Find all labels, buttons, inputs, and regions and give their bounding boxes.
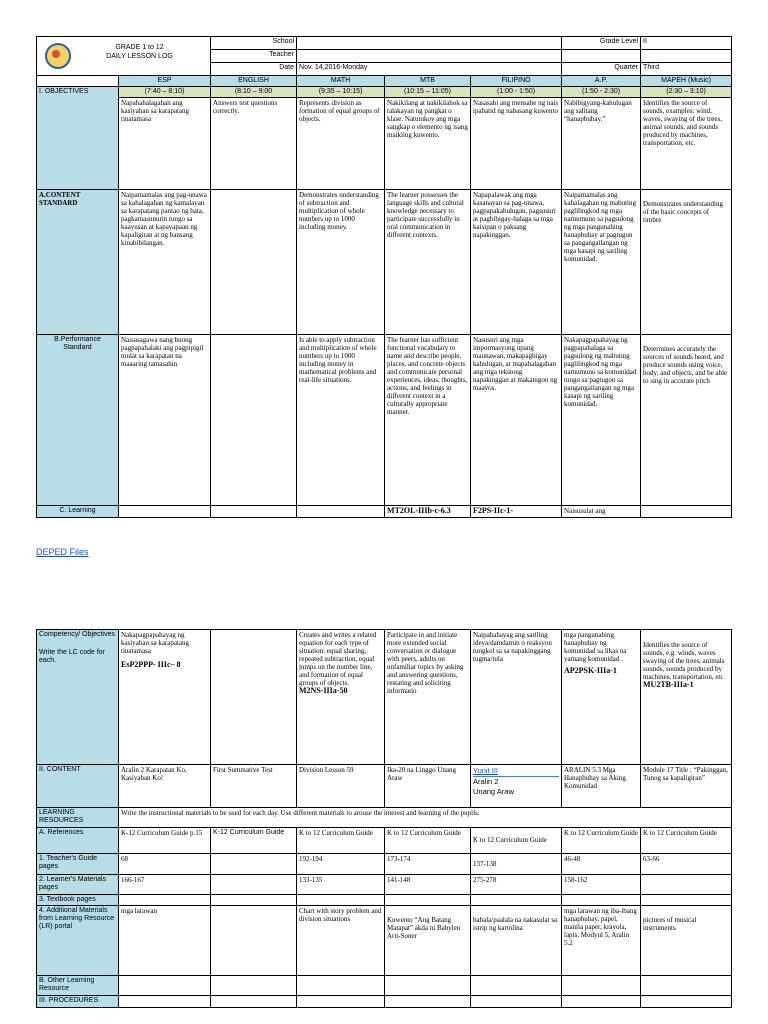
references-ap: K to 12 Curriculum Guide [562, 828, 641, 854]
header-title-cell [37, 37, 211, 76]
other-mapeh [641, 976, 732, 996]
content-standard-label: A.CONTENT STANDARD [37, 190, 119, 335]
content-label: II. CONTENT [37, 765, 119, 808]
subject-header-mapeh: MAPEH (Music) [641, 76, 732, 87]
procedures-filipino [471, 996, 562, 1008]
content-mtb: Ika-20 na Linggo Unang Araw [385, 765, 471, 808]
grade-range: GRADE 1 to 12 [115, 44, 164, 51]
content-standard-esp: Naipamamalas ang pag-unawa sa kahalagahan ng kamalayan sa karapatang pantao ng bata, pagkamasunurin tungo sa kaayusan at kapayapaan ng kapaligiran at ng bansang kinabibilangan. [119, 190, 211, 335]
other-ap [562, 976, 641, 996]
competency-code: M2NS-IIIa-50 [299, 686, 348, 695]
time-filipino: (1:00 - 1:50) [471, 87, 562, 98]
performance-standard-esp: Naisasagawa nang buong pagpapahalaki ang pagpipigil mulat sa karapatan na maaaring tamasahin [119, 335, 211, 506]
references-esp: K-12 Curriculum Guide p.15 [119, 828, 211, 854]
teachers-guide-mtb: 173-174 [385, 854, 471, 875]
quarter-label: Quarter [562, 63, 641, 76]
time-esp: (7:40 – 8:10) [119, 87, 211, 98]
deped-seal-icon [45, 43, 71, 69]
objective-mapeh: Identifies the source of sounds, examples: wind, waves, swaying of the trees, animal sounds, and sounds produced by machines, transportation, etc. [641, 98, 732, 190]
araw-label: Unang Araw [473, 787, 514, 796]
objective-ap: Nabibigyang-kahulugan ang salitang “hanapbuhay.” [562, 98, 641, 190]
subject-header-ap: A.P. [562, 76, 641, 87]
content-mapeh: Module 17 Title : “Pakinggan, Tunog sa kapaligiran” [641, 765, 732, 808]
teachers-guide-filipino: 137-138 [471, 854, 562, 875]
procedures-esp [119, 996, 211, 1008]
competency-english [211, 630, 297, 765]
procedures-label: III. PROCEDURES [37, 996, 119, 1008]
objective-filipino: Nasasabi ang mensahe ng nais ipabatid ng nabasang kuwento [471, 98, 562, 190]
competency-mapeh [641, 630, 732, 765]
objective-math: Represents division as formation of equal groups of objects. [297, 98, 385, 190]
content-esp: Aralin 2 Karapatan Ko, Kasiyahan Ko! [119, 765, 211, 808]
time-mtb: (10:15 – 11:05) [385, 87, 471, 98]
performance-standard-math: Is able to apply subtraction and multiplication of whole numbers up to 1000 including money in mathematical problems and real-life situations. [297, 335, 385, 506]
objectives-label: I. OBJECTIVES [37, 87, 119, 190]
daily-lesson-log-table-top [36, 36, 732, 518]
time-ap: (1:50 - 2:30) [562, 87, 641, 98]
resources-instruction: Write the instructional materials to be used for each day. Use different materials to arouse the interest and learning of the pupils. [119, 808, 732, 828]
competency-code: MU2TB-IIIa-1 [643, 680, 694, 689]
additional-filipino: babala/paalala na nakasulat sa istrip ng kartolina [471, 906, 562, 976]
subject-header-esp: ESP [119, 76, 211, 87]
daily-lesson-log-table-bottom [36, 629, 732, 1008]
school-value [297, 37, 562, 50]
blank-cell [641, 50, 732, 63]
learners-materials-mtb: 141-148 [385, 875, 471, 895]
learning-ap: Naisusulat ang [562, 506, 641, 518]
competency-text: Nakapagpapahayag ng kasiyahan sa karapatang tinatamasa [121, 631, 190, 655]
subject-header-mtb: MTB [385, 76, 471, 87]
content-filipino [471, 765, 562, 808]
other-filipino [471, 976, 562, 996]
other-mtb [385, 976, 471, 996]
content-english: First Summative Test [211, 765, 297, 808]
performance-standard-label: B.Performance Standard [37, 335, 119, 506]
references-mtb: K to 12 Curriculum Guide [385, 828, 471, 854]
learning-mtb-code: MT2OL-IIIb-c-6.3 [385, 506, 471, 518]
other-math [297, 976, 385, 996]
competency-text: Identifies the source of sounds, e.g. winds, waves swaying of the trees, animals sounds, sounds produced by machines, transportation, etc [643, 641, 725, 681]
learners-materials-ap: 158-162 [562, 875, 641, 895]
learning-esp [119, 506, 211, 518]
teachers-guide-label: 1. Teacher's Guide pages [37, 854, 119, 875]
textbook-math [297, 895, 385, 906]
textbook-label: 3. Textbook pages [37, 895, 119, 906]
objective-english: Answers test questions correctly. [211, 98, 297, 190]
references-math: K to 12 Curriculum Guide [297, 828, 385, 854]
procedures-english [211, 996, 297, 1008]
textbook-ap [562, 895, 641, 906]
learners-materials-mapeh [641, 875, 732, 895]
content-standard-mapeh: Demonstrates understanding of the basic concepts of timbre [641, 190, 732, 335]
learning-label: C. Learning [37, 506, 119, 518]
grade-level-label: Grade Level [562, 37, 641, 50]
learners-materials-english [211, 875, 297, 895]
performance-standard-mtb: The learner has sufficient functional vocabulary to name and describe people, places, and concrete objects and communicate personal experiences, ideas, thoughts, actions, and feelings in different context in a culturally appropriate manner. [385, 335, 471, 506]
procedures-ap [562, 996, 641, 1008]
date-value: Nov. 14,2016-Monday [297, 63, 562, 76]
teachers-guide-mapeh: 63-66 [641, 854, 732, 875]
learners-materials-label: 2. Learner's Materials pages [37, 875, 119, 895]
competency-text: mga pangunahing hanapbuhay ng komunidad sa likas na yamang komunidad . [564, 631, 627, 663]
learners-materials-filipino: 275-278 [471, 875, 562, 895]
additional-english [211, 906, 297, 976]
additional-ap: mga larawan ng iba-ibang hanapbuhay, papel, manila paper, krayola, lapis, Modyul 5, Aralin 5.2 [562, 906, 641, 976]
competency-code: EsP2PPP- IIIc– 8 [121, 660, 181, 669]
resources-label: LEARNING RESOURCES [37, 808, 119, 828]
teacher-value [297, 50, 562, 63]
additional-math: Chart with story problem and division situations [297, 906, 385, 976]
grade-level-value: II [641, 37, 732, 50]
other-english [211, 976, 297, 996]
aralin-label: Aralin 2 [473, 777, 499, 786]
subject-header-math: MATH [297, 76, 385, 87]
content-standard-filipino: Napapalawak ang mga kasanayan sa pag-unawa, pagpapakahulugan, pagsusuri at pagbibigay-halaga sa mga kaisipan o paksang napakinggan. [471, 190, 562, 335]
competency-label-cell [37, 630, 119, 765]
content-ap: ARALIN 5.3 Mga Hanapbuhay sa Aking Komunidad [562, 765, 641, 808]
references-mapeh: K to 12 Curriculum Guide [641, 828, 732, 854]
procedures-mapeh [641, 996, 732, 1008]
competency-text: Creates and writes a related equation for each type of situation: equal sharing, repeated subtraction, equal jumps on the number line, and formation of equal groups of objects. [299, 631, 377, 687]
teachers-guide-math: 192-194 [297, 854, 385, 875]
teachers-guide-english [211, 854, 297, 875]
learners-materials-esp: 166-167 [119, 875, 211, 895]
objective-mtb: Nakikilang at nakikilahok sa talakayan ng pangkat o klase. Natutukoy ang mga sangkap o elemento ng isang maikling kuwento. [385, 98, 471, 190]
blank-cell [37, 76, 119, 87]
time-mapeh: (2:30 – 3:10) [641, 87, 732, 98]
textbook-filipino [471, 895, 562, 906]
textbook-esp [119, 895, 211, 906]
subject-header-english: ENGLISH [211, 76, 297, 87]
competency-filipino [471, 630, 562, 765]
log-title: DAILY LESSON LOG [106, 53, 173, 60]
objective-esp: Napahahalagahan ang kasiyahan sa karapatang tinatamasa [119, 98, 211, 190]
textbook-mapeh [641, 895, 732, 906]
other-resource-label: B. Other Learning Resource [37, 976, 119, 996]
learning-filipino-code: F2PS-IIc-1- [471, 506, 562, 518]
school-label: School [211, 37, 297, 50]
learning-english [211, 506, 297, 518]
content-standard-mtb: The learner possesses the language skills and cultural knowledge necessary to participate successfully in oral communication in different contexts. [385, 190, 471, 335]
blank-cell [562, 50, 641, 63]
references-label: A. References [37, 828, 119, 854]
textbook-english [211, 895, 297, 906]
quarter-value: Third [641, 63, 732, 76]
teacher-label: Teacher [211, 50, 297, 63]
textbook-mtb [385, 895, 471, 906]
additional-esp: mga larawan [119, 906, 211, 976]
references-filipino: K to 12 Curriculum Guide [471, 828, 562, 854]
date-label: Date [211, 63, 297, 76]
competency-math [297, 630, 385, 765]
performance-standard-mapeh: Determines accurately the sources of sounds heard, and produce sounds using voice, body, and objects, and be able to sing in accurate pitch [641, 335, 732, 506]
content-math: Division Lesson 59 [297, 765, 385, 808]
performance-standard-ap: Nakapagpapahayag ng pagpapahalaga sa pagsulong ng mabuting paglilingkod ng mga namumuno sa komunidad tungo sa pagtugon sa pangangailangan ng mga kasapi ng sariling komunidad. [562, 335, 641, 506]
competency-text: Participate in and initiate more extended social conversation or dialogue with peers, adults on unfamiliar topics by asking and answering questions, restating and soliciting informatio [387, 631, 464, 695]
references-english: K-12 Curriculum Guide [211, 828, 297, 854]
learning-math [297, 506, 385, 518]
yunit-link[interactable]: Yunit III [473, 766, 559, 777]
performance-standard-filipino: Nasusuri ang mga impormasyong upang maunawan, makapagbigay kahulugan, at mapahalagahan ang mga tekstong napakinggan at makatugon ng maayos. [471, 335, 562, 506]
learning-mapeh [641, 506, 732, 518]
content-standard-math: Demonstrates understanding of subtraction and multiplication of whole numbers up to 1000 including money. [297, 190, 385, 335]
time-math: (9:35 – 10:15) [297, 87, 385, 98]
additional-materials-label: 4. Additional Materials from Learning Resource (LR) portal [37, 906, 119, 976]
deped-files-link[interactable]: DEPED Files [36, 547, 89, 557]
teachers-guide-esp: 68 [119, 854, 211, 875]
competency-code: AP2PSK-IIIa-1 [564, 666, 617, 675]
content-standard-english [211, 190, 297, 335]
performance-standard-english [211, 335, 297, 506]
competency-text: Naipahahayag ang sariling ideya/damdamin o reaksyon tungkol sa sa napakinggang tugma/tula [473, 631, 552, 663]
subject-header-filipino: FILIPINO [471, 76, 562, 87]
competency-note: Write the LC code for each. [39, 649, 106, 664]
content-standard-ap: Naipamamalas ang kahalagahan ng mabuting paglilingkod ng mga namumuno sa pagsulong ng mga pangunahing hanapbuhay at pagtugon sa pangangailangan ng mga kasapi ng sariling komunidad. [562, 190, 641, 335]
competency-label: Competency/ Objectives [39, 631, 115, 638]
other-esp [119, 976, 211, 996]
procedures-math [297, 996, 385, 1008]
additional-mapeh: pictures of musical instruments [641, 906, 732, 976]
learners-materials-math: 133-135 [297, 875, 385, 895]
teachers-guide-ap: 46-48 [562, 854, 641, 875]
competency-ap [562, 630, 641, 765]
competency-esp [119, 630, 211, 765]
time-english: (8:10 – 9:00 [211, 87, 297, 98]
procedures-mtb [385, 996, 471, 1008]
competency-mtb [385, 630, 471, 765]
additional-mtb: Kuwento “Ang Batang Matapat” akda ni Babylen Arit-Soner [385, 906, 471, 976]
